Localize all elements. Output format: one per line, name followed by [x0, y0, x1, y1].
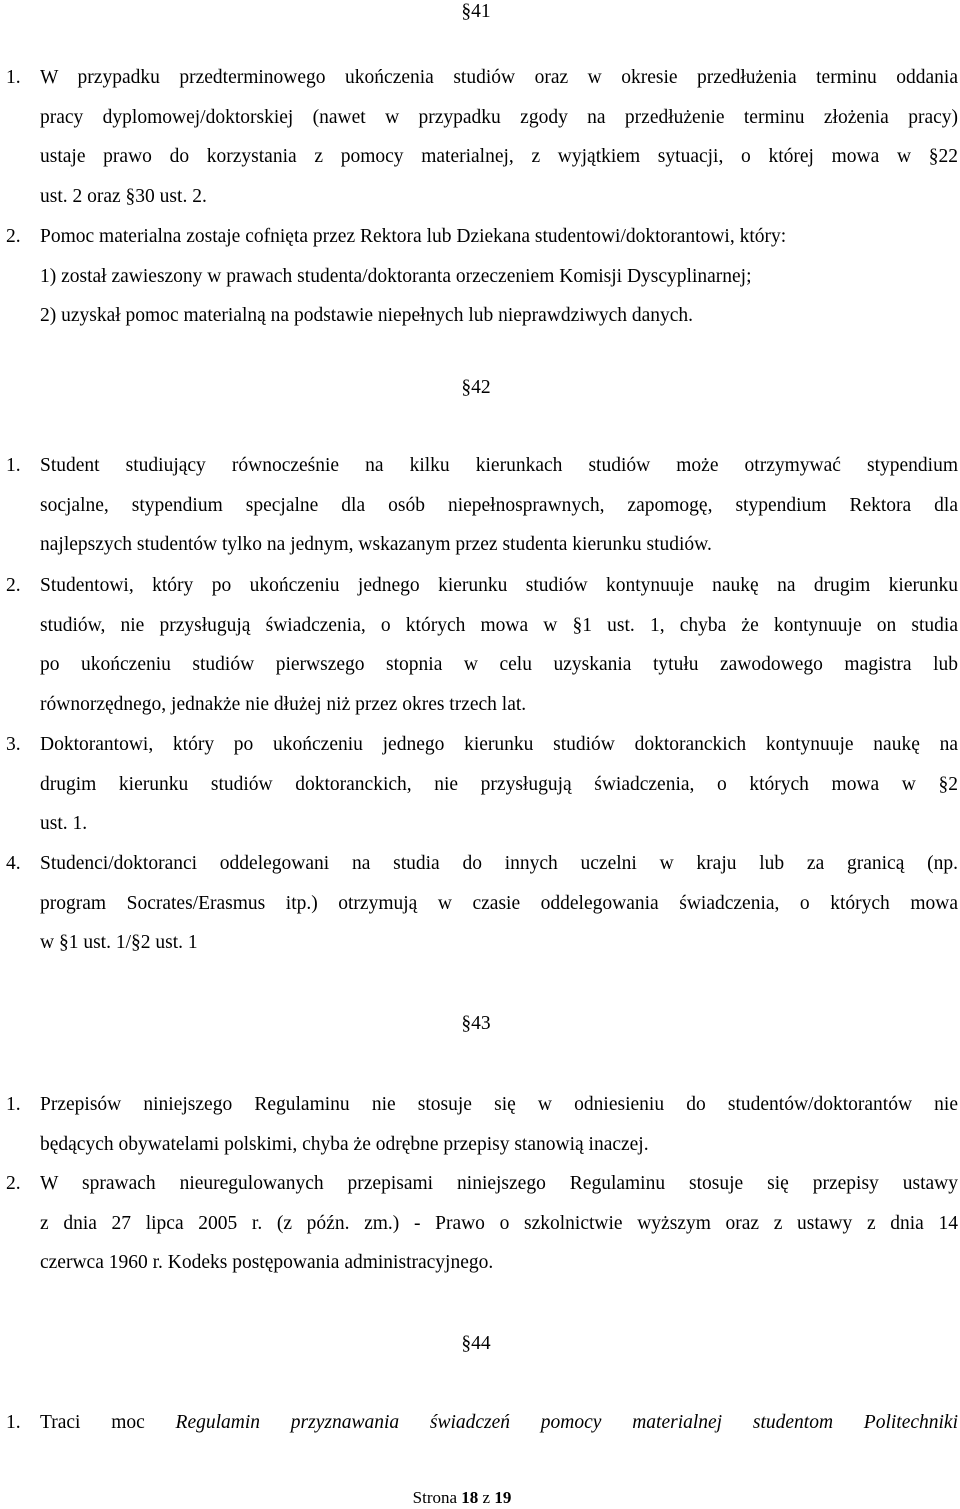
section-41-heading: §41	[461, 1, 491, 22]
page-footer	[0, 1488, 924, 1508]
paragraph-line: Studentowi, który po ukończeniu jednego kierunku studiów kontynuuje naukę na drugim kierunku	[40, 575, 958, 596]
paragraph-number: 1.	[6, 1094, 21, 1115]
paragraph-line: z dnia 27 lipca 2005 r. (z późn. zm.) - Prawo o szkolnictwie wyższym oraz z ustawy z dnia 14	[40, 1212, 958, 1234]
paragraph-line: Pomoc materialna zostaje cofnięta przez Rektora lub Dziekana studentowi/doktorantowi, który:	[40, 226, 787, 247]
paragraph-line: po ukończeniu studiów pierwszego stopnia w celu uzyskania tytułu zawodowego magistra lub	[40, 654, 958, 676]
section-43-paragraph-2	[0, 1164, 958, 1283]
section-44-heading: §44	[461, 1333, 491, 1354]
paragraph-line	[40, 1403, 958, 1443]
paragraph-line: ust. 2 oraz §30 ust. 2.	[40, 186, 207, 208]
paragraph-line: czerwca 1960 r. Kodeks postępowania administracyjnego.	[40, 1252, 494, 1274]
total-pages-number: 19	[494, 1488, 512, 1507]
paragraph-line: W sprawach nieuregulowanych przepisami niniejszego Regulaminu stosuje się przepisy ustawy	[40, 1173, 958, 1194]
paragraph-line: socjalne, stypendium specjalne dla osób niepełnosprawnych, zapomogę, stypendium Rektora dla	[40, 494, 958, 516]
section-43-heading: §43	[461, 1013, 491, 1034]
paragraph-number: 1.	[6, 67, 21, 88]
paragraph-number: 1.	[6, 455, 21, 476]
section-42-paragraph-1	[0, 446, 958, 565]
regulation-title: Regulamin przyznawania świadczeń pomocy materialnej studentom Politechniki	[175, 1412, 958, 1433]
footer-separator: z	[482, 1488, 491, 1507]
paragraph-line: Student studiujący równocześnie na kilku kierunkach studiów może otrzymywać stypendium	[40, 455, 958, 476]
paragraph-line: Doktorantowi, który po ukończeniu jednego kierunku studiów doktoranckich kontynuuje naukę na	[40, 734, 958, 755]
section-43-paragraph-1	[0, 1085, 958, 1164]
footer-label: Strona	[412, 1488, 458, 1507]
paragraph-number: 2.	[6, 575, 21, 596]
section-42-paragraph-2	[0, 566, 958, 725]
paragraph-line: ustaje prawo do korzystania z pomocy materialnej, z wyjątkiem sytuacji, o której mowa w §22	[40, 146, 958, 168]
section-41-paragraph-2	[0, 217, 958, 336]
paragraph-line: równorzędnego, jednakże nie dłużej niż przez okres trzech lat.	[40, 694, 527, 716]
paragraph-line: studiów, nie przysługują świadczenia, o których mowa w §1 ust. 1, chyba że kontynuuje on studia	[40, 614, 958, 636]
paragraph-number: 1.	[6, 1412, 21, 1433]
paragraph-line: W przypadku przedterminowego ukończenia studiów oraz w okresie przedłużenia terminu oddania	[40, 67, 958, 88]
paragraph-number: 3.	[6, 734, 21, 755]
paragraph-number: 2.	[6, 226, 21, 247]
paragraph-line: program Socrates/Erasmus itp.) otrzymują w czasie oddelegowania świadczenia, o których mowa	[40, 892, 958, 914]
paragraph-line: będących obywatelami polskimi, chyba że odrębne przepisy stanowią inaczej.	[40, 1133, 649, 1155]
paragraph-line: 1) został zawieszony w prawach studenta/doktoranta orzeczeniem Komisji Dyscyplinarnej;	[40, 265, 752, 287]
paragraph-text: Traci moc	[40, 1412, 145, 1433]
paragraph-line: drugim kierunku studiów doktoranckich, nie przysługują świadczenia, o których mowa w §2	[40, 773, 958, 795]
section-42-paragraph-4	[0, 844, 958, 963]
paragraph-line: w §1 ust. 1/§2 ust. 1	[40, 932, 198, 954]
paragraph-line: pracy dyplomowej/doktorskiej (nawet w przypadku zgody na przedłużenie terminu złożenia pracy)	[40, 106, 958, 128]
current-page-number: 18	[461, 1488, 479, 1507]
paragraph-line: Studenci/doktoranci oddelegowani na studia do innych uczelni w kraju lub za granicą (np.	[40, 853, 958, 874]
section-41-paragraph-1	[0, 58, 958, 217]
paragraph-line: 2) uzyskał pomoc materialną na podstawie niepełnych lub nieprawdziwych danych.	[40, 305, 694, 327]
paragraph-line: Przepisów niniejszego Regulaminu nie stosuje się w odniesieniu do studentów/doktorantów nie	[40, 1094, 958, 1115]
section-44-paragraph-1	[0, 1403, 958, 1443]
paragraph-number: 2.	[6, 1173, 21, 1194]
paragraph-number: 4.	[6, 853, 21, 874]
section-42-heading: §42	[461, 377, 491, 398]
paragraph-line: najlepszych studentów tylko na jednym, wskazanym przez studenta kierunku studiów.	[40, 534, 712, 556]
paragraph-line: ust. 1.	[40, 813, 88, 835]
section-42-paragraph-3	[0, 725, 958, 844]
